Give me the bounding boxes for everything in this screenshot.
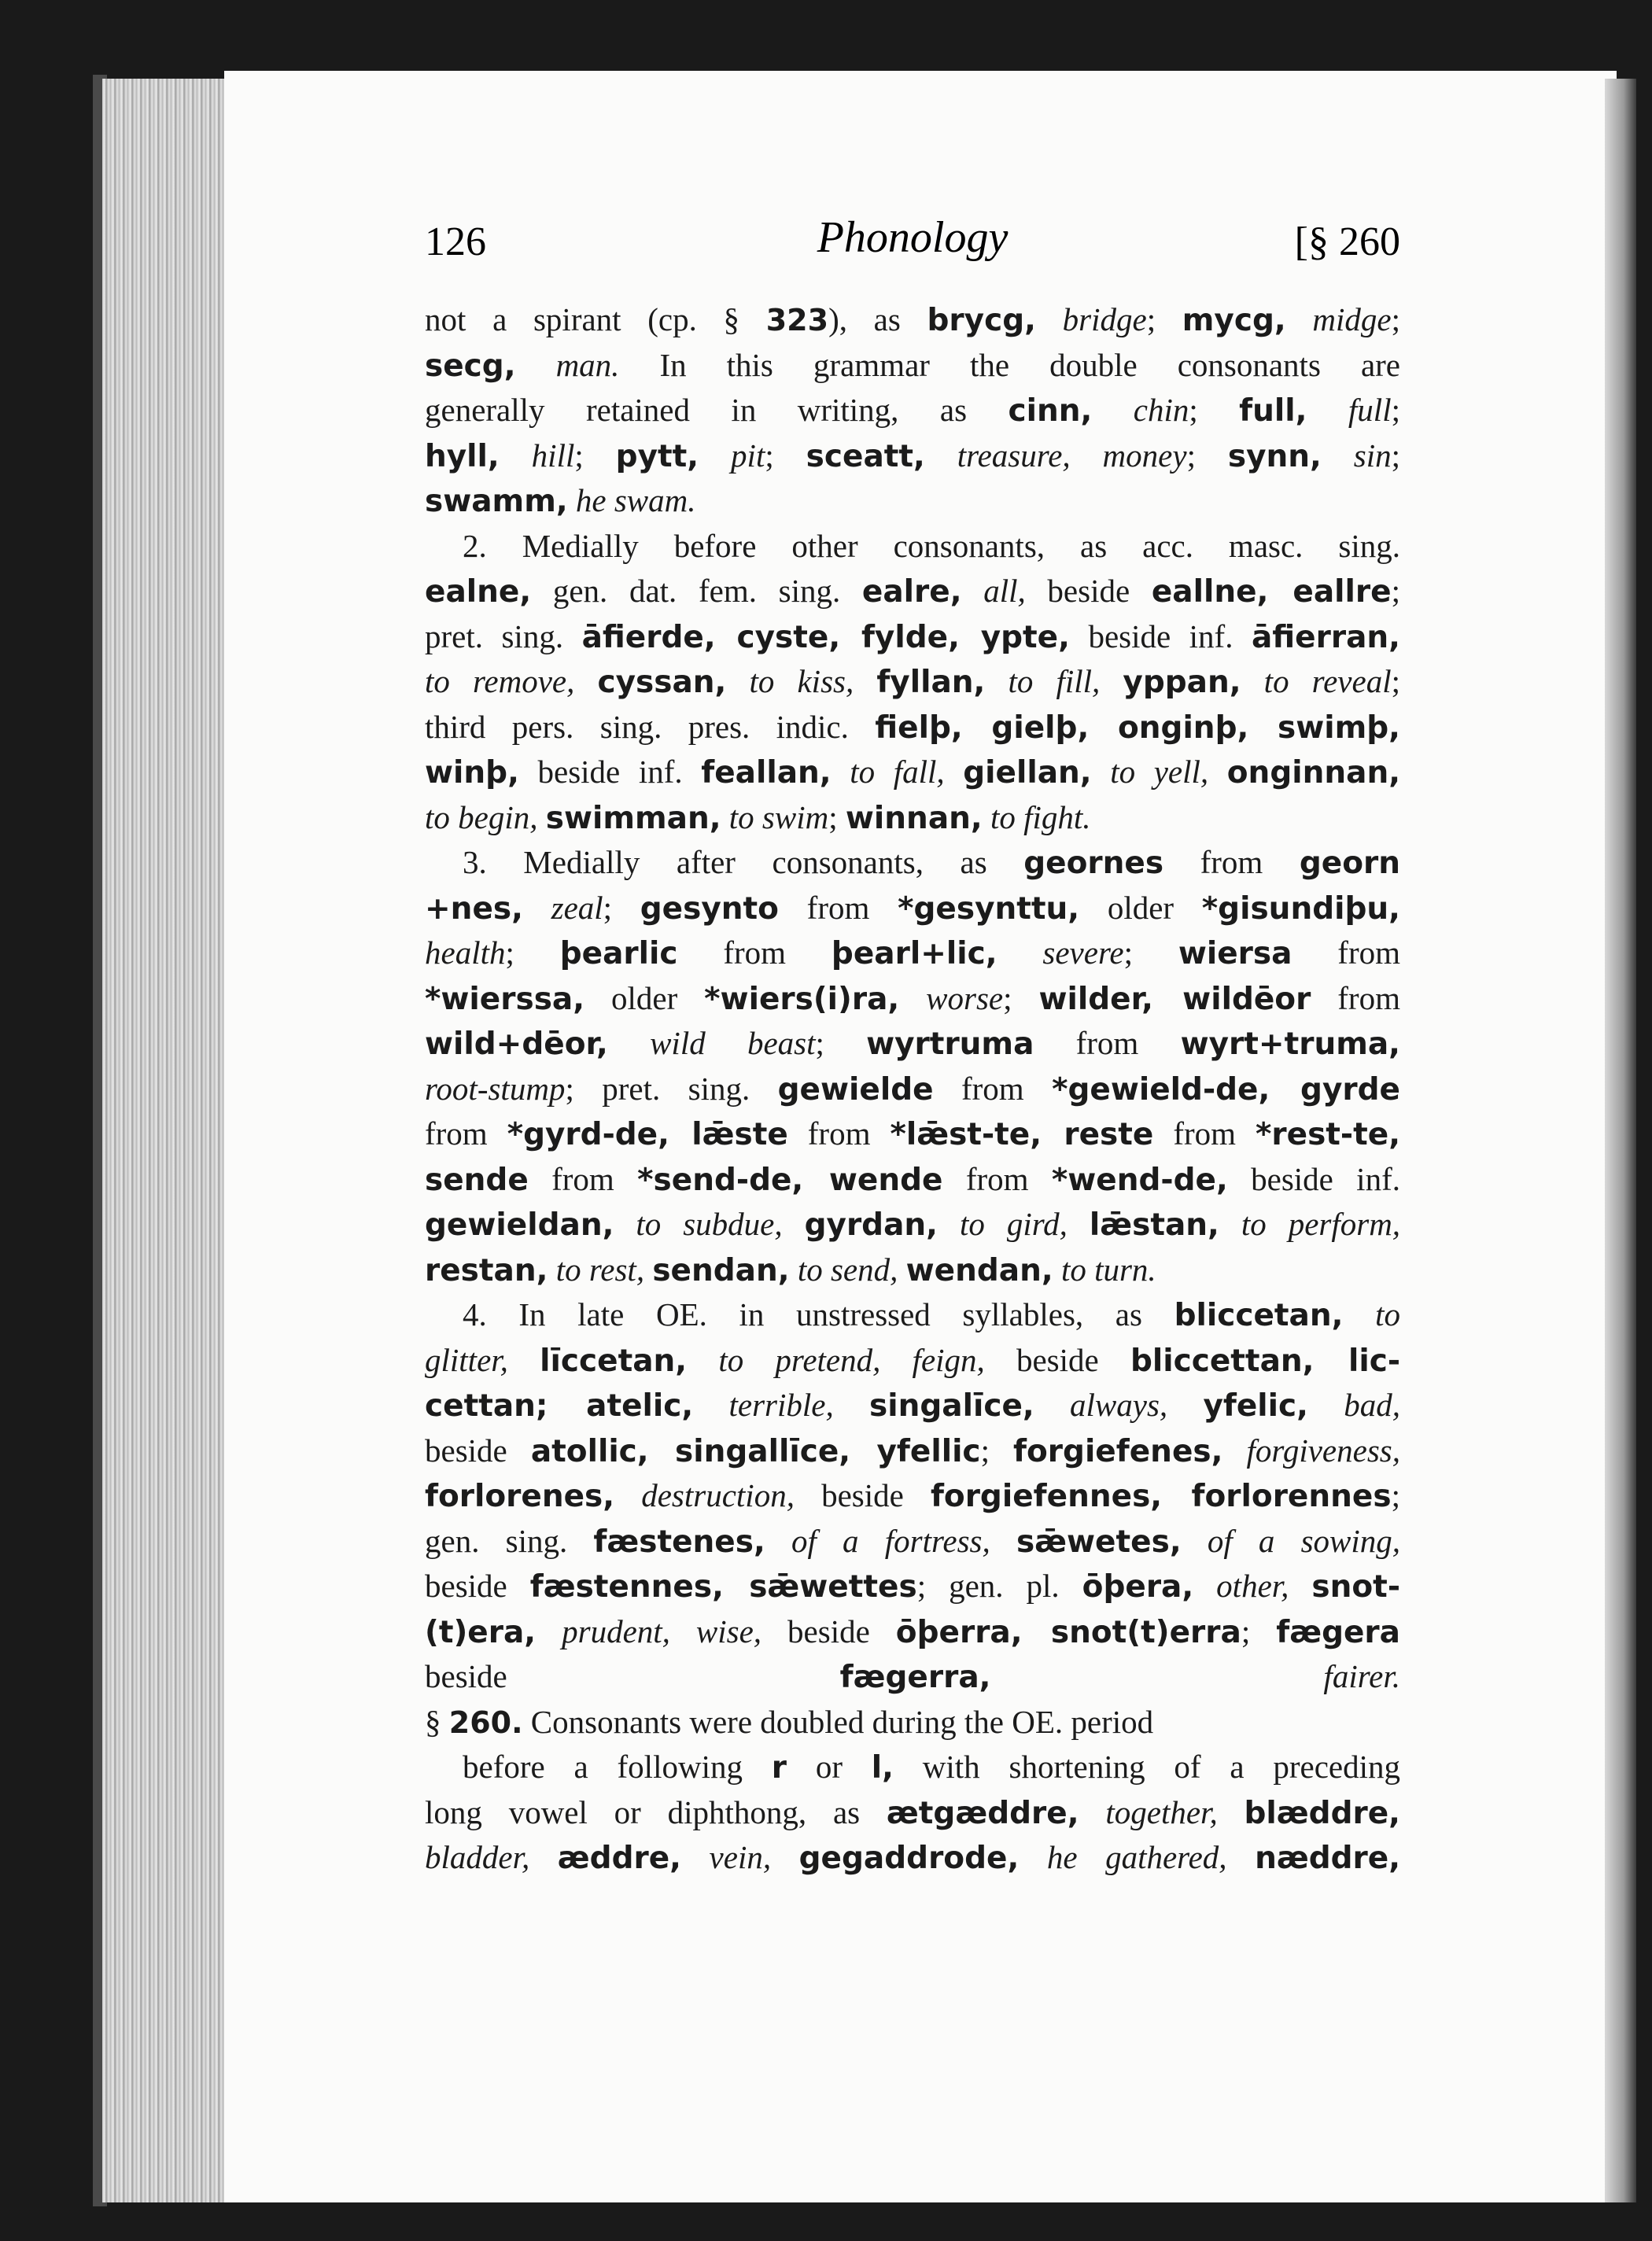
text-run (614, 1477, 641, 1513)
gloss: glitter, (425, 1341, 508, 1378)
gloss: zeal (551, 889, 603, 926)
text-run (568, 482, 576, 518)
gloss: to kiss, (749, 663, 854, 699)
headword: georn (1299, 846, 1400, 881)
headword: gewieldan, (425, 1207, 614, 1243)
text-run (945, 754, 964, 790)
headword: geornes (1023, 846, 1164, 881)
text-run: 2. Medially before other consonants, as acc. masc. sing. (463, 527, 1400, 564)
headword: *wiers(i)ra, (704, 981, 900, 1017)
headword: winþ, (425, 755, 519, 791)
gloss: forgiveness, (1246, 1432, 1400, 1469)
text-run: from (933, 1070, 1053, 1107)
text-run (1219, 1206, 1241, 1242)
text-run (1167, 1387, 1203, 1423)
text-run: or (787, 1749, 872, 1785)
gloss: health (425, 934, 506, 971)
headword: eallne, eallre (1151, 574, 1392, 610)
text-run (537, 799, 545, 835)
text-run: from (1311, 979, 1400, 1016)
text-run (523, 890, 551, 926)
text-run (693, 1387, 728, 1423)
text-run: ; pret. sing. (565, 1070, 778, 1107)
text-run (1092, 392, 1133, 428)
text-run (938, 1206, 960, 1242)
text-run: ; (1391, 1477, 1400, 1513)
headword: ætgæddre, (886, 1795, 1079, 1831)
text-run: gen. sing. (425, 1522, 594, 1559)
text-run (644, 1251, 652, 1288)
text-run: Consonants were doubled during the OE. period (522, 1703, 1154, 1740)
gloss: he gathered, (1046, 1839, 1227, 1875)
page-number: 126 (425, 219, 486, 264)
text-run: ; (1123, 934, 1178, 971)
text-run: beside inf. (1227, 1160, 1400, 1197)
text-run (1289, 1568, 1311, 1604)
text-run: ; (1146, 301, 1182, 337)
text-run (925, 437, 957, 474)
headword: hyll, (425, 438, 500, 474)
headword: wiersa (1178, 936, 1292, 971)
headword: āfierde, cyste, fylde, ypte, (581, 619, 1070, 655)
text-run: generally retained in writing, as (425, 392, 1009, 428)
gloss: to (1375, 1296, 1400, 1332)
text-run: from (942, 1160, 1052, 1197)
gloss: always, (1070, 1387, 1168, 1423)
section-reference: [§ 260 (1294, 219, 1400, 264)
text-run: from (677, 934, 832, 971)
text-run (899, 980, 926, 1016)
text-run: gen. dat. fem. sing. (531, 573, 862, 609)
text-line (425, 614, 1400, 660)
gloss: prudent, wise, (562, 1613, 762, 1649)
gloss: to fill, (1008, 663, 1101, 699)
gloss: other, (1216, 1568, 1289, 1604)
text-line (425, 795, 1400, 841)
text-line (425, 1067, 1400, 1112)
text-run: beside (761, 1613, 896, 1649)
headword: gewielde (777, 1071, 934, 1108)
text-line (425, 1248, 1400, 1293)
text-line (425, 1111, 1400, 1157)
text-run: ; (1003, 979, 1039, 1016)
gloss: he swam. (575, 482, 696, 518)
text-line (425, 569, 1400, 614)
text-run (1322, 437, 1354, 474)
text-run (1307, 392, 1348, 428)
headword: cettan; atelic, (425, 1388, 694, 1424)
text-run (1182, 1523, 1208, 1559)
text-run (614, 1206, 636, 1242)
gloss: destruction, (641, 1477, 795, 1513)
page-stack-edges (102, 79, 228, 2202)
text-run: with shortening of a preceding (893, 1749, 1401, 1785)
text-run: ; (574, 437, 616, 474)
text-run (765, 1523, 791, 1559)
text-run: from (1034, 1025, 1181, 1061)
text-run (1092, 754, 1111, 790)
text-line (425, 1609, 1400, 1655)
gloss: treasure, money (957, 437, 1187, 474)
text-line (425, 1654, 1400, 1700)
headword: yfelic, (1203, 1388, 1308, 1424)
headword: *gisundiþu, (1201, 890, 1400, 927)
text-run: ; (815, 1025, 867, 1061)
text-run: ; gen. pl. (916, 1568, 1082, 1604)
text-run (508, 1342, 540, 1378)
gloss: man. (555, 346, 620, 383)
text-run (1218, 1794, 1245, 1830)
headword: fægerra, (839, 1660, 991, 1695)
text-run (1053, 1251, 1061, 1288)
text-run (608, 1025, 650, 1061)
headword: ōþera, (1082, 1569, 1194, 1605)
headword: lǣstan, (1089, 1207, 1219, 1243)
headword: þearl+lic, (831, 936, 997, 971)
gloss: to subdue, (636, 1206, 783, 1242)
text-line (425, 976, 1400, 1022)
text-run: ; (1186, 437, 1228, 474)
text-run (1227, 1839, 1256, 1875)
text-run: beside (1025, 573, 1152, 609)
text-run (574, 663, 597, 699)
text-run: ; (1391, 392, 1400, 428)
text-run (790, 1251, 798, 1288)
text-run: older (1079, 889, 1202, 926)
headword: swimman, (545, 800, 721, 836)
text-run: ; (505, 934, 560, 971)
headword: l, (871, 1750, 894, 1786)
text-run (1019, 1839, 1047, 1875)
text-run (516, 347, 556, 383)
gloss: to swim (728, 798, 829, 835)
text-run (529, 1839, 558, 1875)
headword: næddre, (1255, 1841, 1401, 1876)
text-run (1036, 301, 1063, 337)
text-line (425, 886, 1400, 931)
headword: *gewield-de, gyrde (1052, 1071, 1400, 1108)
text-run: from (425, 1115, 507, 1152)
text-run: beside (984, 1341, 1130, 1378)
text-run (834, 1387, 869, 1423)
headword: fyllan, (876, 665, 986, 700)
headword: forgiefenes, (1013, 1433, 1223, 1469)
text-line (425, 1564, 1400, 1609)
text-run: In this grammar the double consonants are (619, 346, 1400, 383)
text-run: ), as (828, 301, 927, 337)
headword: fæstenes, (593, 1524, 765, 1560)
text-run: 3. Medially after consonants, as (463, 844, 1024, 880)
headword: secg, (425, 348, 516, 384)
headword: *rest-te, (1256, 1117, 1401, 1152)
text-line (425, 343, 1400, 389)
headword: (t)era, (425, 1614, 537, 1650)
text-run (771, 1839, 799, 1875)
text-run: older (584, 979, 705, 1016)
text-run (990, 1523, 1016, 1559)
headword: wild+dēor, (425, 1027, 608, 1062)
text-run (1286, 301, 1313, 337)
text-run: beside (794, 1477, 931, 1513)
headword: *gesynttu, (898, 890, 1080, 927)
text-line (425, 840, 1400, 886)
text-run: ; (1391, 437, 1401, 474)
gloss: terrible, (728, 1387, 834, 1423)
text-run: from (778, 889, 898, 926)
headword: atollic, singallīce, yfellic (530, 1433, 981, 1469)
headword: bliccettan, lic- (1130, 1343, 1401, 1379)
text-run: ; (1391, 301, 1401, 337)
headword: swamm, (425, 484, 568, 519)
text-run: § (425, 1703, 449, 1740)
gloss: root-stump (425, 1070, 566, 1107)
text-run: before a following (463, 1749, 772, 1785)
headword: sendan, (652, 1252, 790, 1288)
text-run: ; (980, 1432, 1014, 1469)
text-run (1068, 1206, 1090, 1242)
headword: winnan, (845, 800, 983, 836)
text-run (500, 437, 532, 474)
headword: sǣwetes, (1016, 1524, 1182, 1560)
headword: wilder, wildēor (1038, 981, 1311, 1017)
text-run (699, 437, 731, 474)
text-run (1079, 1794, 1106, 1830)
text-run: 4. In late OE. in unstressed syllables, as (463, 1296, 1174, 1332)
text-run (726, 663, 749, 699)
headword: *gyrd-de, lǣste (507, 1117, 788, 1152)
text-run: ; (765, 437, 806, 474)
headword: *wierssa, (425, 981, 585, 1017)
text-run: beside (425, 1432, 531, 1469)
text-run (1100, 663, 1123, 699)
text-run (898, 1251, 905, 1288)
gloss: bad, (1344, 1387, 1400, 1423)
text-run: beside inf. (518, 754, 702, 790)
headword: gegaddrode, (798, 1841, 1020, 1876)
headword: yppan, (1123, 665, 1241, 700)
gloss: midge (1312, 301, 1392, 337)
gloss: to rest, (555, 1251, 645, 1288)
section-number: 260. (448, 1705, 523, 1740)
book-right-edge (1605, 79, 1636, 2202)
headword: pytt, (615, 438, 699, 474)
gloss: to fall, (850, 754, 945, 790)
text-line (425, 1835, 1400, 1881)
text-run (962, 573, 984, 609)
text-run: from (1163, 844, 1300, 880)
running-header (425, 212, 1400, 275)
gloss: of a fortress, (791, 1522, 990, 1559)
text-run: beside (425, 1658, 840, 1694)
gloss: sin (1353, 437, 1392, 474)
headword: gesynto (640, 890, 779, 927)
gloss: vein, (709, 1839, 772, 1875)
headword: wendan, (905, 1252, 1053, 1288)
headword: cyssan, (597, 665, 727, 700)
gloss: wild beast (650, 1025, 816, 1061)
text-line (425, 524, 1400, 569)
text-run: ; (1189, 392, 1240, 428)
gloss: hill (531, 437, 575, 474)
text-run: pret. sing. (425, 617, 582, 654)
headword: restan, (425, 1252, 548, 1288)
text-line (425, 1292, 1400, 1338)
text-run: from (528, 1160, 638, 1197)
headword: giellan, (963, 755, 1092, 791)
headword: æddre, (557, 1841, 681, 1876)
text-run (783, 1206, 805, 1242)
text-run (1034, 1387, 1070, 1423)
text-run: from (1153, 1115, 1256, 1152)
gloss: to reveal (1263, 663, 1392, 699)
text-run: from (787, 1115, 891, 1152)
text-run (681, 1839, 710, 1875)
gloss: to gird, (959, 1206, 1068, 1242)
gloss: severe (1042, 934, 1124, 971)
text-run: ; (1391, 663, 1400, 699)
headword: *lǣst-te, reste (890, 1117, 1154, 1152)
text-run (1193, 1568, 1216, 1604)
text-line (425, 1021, 1400, 1067)
text-run (548, 1251, 555, 1288)
text-run: from (1292, 934, 1400, 971)
gloss: to pretend, feign, (718, 1341, 985, 1378)
text-run: beside inf. (1069, 617, 1252, 654)
gloss: all, (983, 573, 1026, 609)
text-run (1241, 663, 1264, 699)
text-line (425, 659, 1400, 705)
text-run: beside (425, 1568, 530, 1604)
headword: fielþ, gielþ, onginþ, swimþ, (875, 710, 1400, 746)
text-line (425, 1473, 1400, 1519)
text-line (425, 1338, 1400, 1384)
headword: *send-de, wende (637, 1162, 943, 1198)
headword: ealne, (425, 574, 532, 610)
text-run: ; (1391, 573, 1400, 609)
headword: mycg, (1182, 303, 1286, 338)
headword: cinn, (1008, 393, 1093, 429)
text-line (425, 1790, 1400, 1836)
headword: forlorenes, (425, 1479, 615, 1514)
headword: ealre, (861, 574, 962, 610)
body-text (425, 297, 1400, 1881)
headword: þearlic (559, 936, 678, 971)
gloss: to begin, (425, 798, 538, 835)
headword: singalīce, (869, 1388, 1034, 1424)
text-line (425, 705, 1400, 750)
text-run (985, 663, 1008, 699)
running-title: Phonology (817, 213, 1009, 262)
text-run (997, 934, 1043, 971)
headword: bliccetan, (1174, 1298, 1344, 1333)
gloss: bladder, (425, 1839, 530, 1875)
text-line (425, 1428, 1400, 1474)
gloss: pit (731, 437, 765, 474)
gloss: bridge (1062, 301, 1147, 337)
headword: forgiefennes, forlorennes (930, 1479, 1392, 1514)
text-run (1308, 1387, 1344, 1423)
headword: gyrdan, (804, 1207, 938, 1243)
gloss: worse (926, 979, 1004, 1016)
headword: onginnan, (1226, 755, 1401, 791)
headword: blæddre, (1244, 1795, 1400, 1831)
gloss: fairer. (1323, 1658, 1400, 1694)
text-line (425, 931, 1400, 976)
headword: fæstennes, sǣwettes (529, 1569, 917, 1605)
text-run: long vowel or diphthong, as (425, 1793, 887, 1830)
gloss: to send, (797, 1251, 898, 1288)
headword: āfierran, (1251, 619, 1400, 655)
text-line (425, 1745, 1400, 1790)
text-line (425, 478, 1400, 524)
gloss: full (1348, 392, 1392, 428)
headword: r (771, 1750, 787, 1786)
gloss: to remove, (425, 663, 575, 699)
text-run (832, 754, 850, 790)
text-run: third pers. sing. pres. indic. (425, 708, 876, 745)
headword: brycg, (927, 303, 1036, 338)
text-run (1222, 1432, 1246, 1469)
headword: *wend-de, (1051, 1162, 1228, 1198)
headword: full, (1239, 393, 1307, 429)
gloss: to turn. (1060, 1251, 1156, 1288)
gloss: to fight. (990, 798, 1091, 835)
gloss: to yell, (1110, 754, 1209, 790)
headword: ōþerra, snot(t)erra (895, 1614, 1241, 1650)
gloss: of a sowing, (1207, 1522, 1401, 1559)
text-line (425, 433, 1400, 479)
headword: sende (425, 1162, 529, 1198)
text-line (425, 388, 1400, 433)
text-run (854, 663, 876, 699)
text-run (1208, 754, 1227, 790)
text-line (425, 1383, 1400, 1428)
text-line (425, 1519, 1400, 1565)
text-run: ; (603, 889, 640, 926)
gloss: to perform, (1241, 1206, 1401, 1242)
text-run (721, 799, 729, 835)
text-run: ; (828, 798, 846, 835)
text-line (425, 1202, 1400, 1248)
gloss: together, (1105, 1793, 1218, 1830)
text-line (425, 297, 1400, 343)
section-number: 323 (765, 303, 829, 337)
text-run (687, 1342, 718, 1378)
text-line (425, 750, 1400, 795)
text-line (425, 1157, 1400, 1203)
text-line (425, 1700, 1400, 1745)
text-run (990, 1658, 1323, 1694)
headword: feallan, (701, 755, 832, 791)
headword: līccetan, (540, 1343, 688, 1379)
headword: fægera (1276, 1614, 1400, 1650)
text-run: not a spirant (cp. § (425, 301, 766, 337)
text-run (536, 1613, 562, 1649)
text-run: ; (1241, 1613, 1277, 1649)
headword: wyrt+truma, (1180, 1027, 1400, 1062)
headword: sceatt, (806, 438, 925, 474)
headword: wyrtruma (866, 1027, 1034, 1062)
text-run (1343, 1296, 1375, 1332)
text-run (983, 799, 990, 835)
headword: synn, (1227, 438, 1322, 474)
gloss: chin (1133, 392, 1189, 428)
headword: snot- (1311, 1569, 1401, 1605)
headword: +nes, (425, 890, 523, 927)
